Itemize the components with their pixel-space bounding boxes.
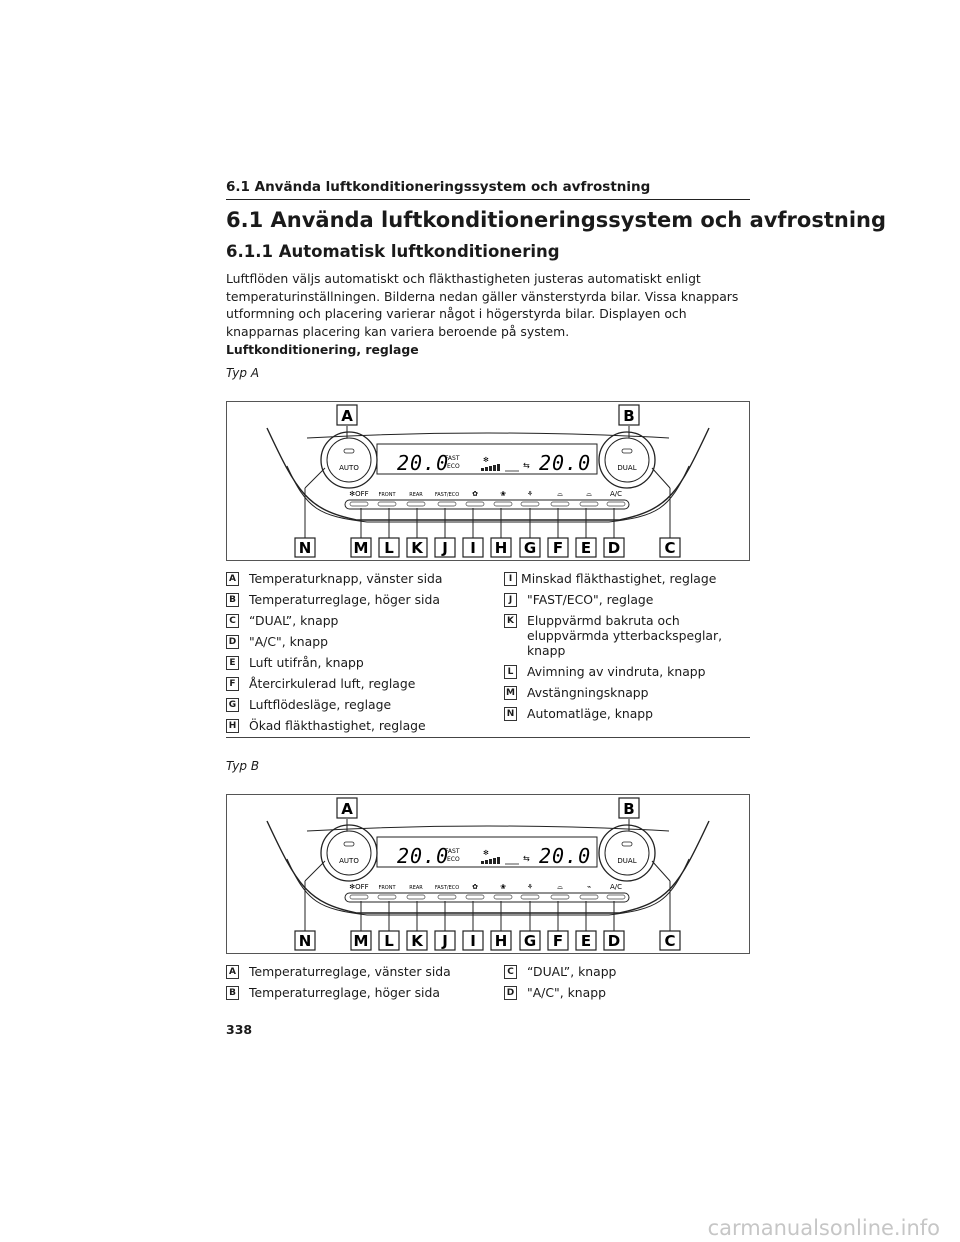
callout-letter: M	[353, 539, 369, 557]
callout-letter: E	[580, 932, 592, 950]
controls-heading: Luftkonditionering, reglage	[226, 342, 419, 357]
legend-item	[226, 592, 488, 607]
dual-knob-label: DUAL	[617, 464, 637, 472]
display-fast-label: FAST	[445, 848, 460, 855]
callout-letter: A	[341, 800, 353, 818]
legend-text: Avimning av vindruta, knapp	[527, 664, 706, 679]
button-label: REAR	[409, 885, 423, 891]
callout-letter: B	[623, 407, 635, 425]
callout-letter: I	[470, 932, 476, 950]
display-fan-bar	[497, 464, 500, 471]
legend-key-badge: H	[226, 719, 239, 733]
legend-text: Eluppvärmd bakruta och eluppvärmda ytterbackspeglar, knapp	[527, 613, 723, 658]
callout-letter: C	[664, 539, 676, 557]
legend-item	[226, 697, 488, 712]
button-slot	[494, 895, 512, 899]
figure-type-a	[226, 401, 750, 561]
legend-key-badge: B	[226, 593, 239, 607]
button-slot	[407, 895, 425, 899]
dual-knob-inner	[605, 438, 649, 482]
legend-key-badge: M	[504, 686, 517, 700]
dual-knob-inner	[605, 831, 649, 875]
button-label: A/C	[609, 490, 623, 498]
legend-text: Luft utifrån, knapp	[249, 655, 364, 670]
button-label: A/C	[609, 883, 623, 891]
button-slot	[350, 502, 368, 506]
legend-type-a-right	[504, 571, 754, 727]
legend-item	[226, 571, 488, 586]
callout-letter: N	[298, 932, 312, 950]
callout-letter: L	[384, 932, 394, 950]
legend-key-badge: L	[504, 665, 517, 679]
button-label: ⌁	[586, 883, 592, 891]
button-label: FRONT	[378, 492, 396, 498]
callout-letter: D	[607, 539, 621, 557]
display-temp-left: 20.0	[397, 451, 450, 475]
legend-item	[226, 964, 488, 979]
button-label: ✿	[472, 883, 478, 891]
legend-key-badge: J	[504, 593, 517, 607]
button-slot	[551, 502, 569, 506]
button-slot	[407, 502, 425, 506]
subsection-title: 6.1.1 Automatisk luftkonditionering	[226, 242, 560, 261]
button-slot	[378, 895, 396, 899]
button-slot	[466, 895, 484, 899]
button-slot	[438, 895, 456, 899]
callout-letter: N	[298, 539, 312, 557]
callout-leader	[305, 468, 325, 488]
button-slot	[580, 502, 598, 506]
legend-text: "FAST/ECO", reglage	[527, 592, 654, 607]
auto-knob-inner	[327, 438, 371, 482]
legend-key-badge: K	[504, 614, 517, 628]
button-strip	[345, 500, 629, 509]
callout-letter: K	[411, 539, 423, 557]
legend-item	[226, 676, 488, 691]
legend-item	[504, 964, 754, 979]
legend-key-badge: E	[226, 656, 239, 670]
display-temp-right: 20.0	[539, 844, 592, 868]
callout-letter: F	[552, 932, 564, 950]
auto-knob-inner	[327, 831, 371, 875]
button-slot	[521, 895, 539, 899]
button-slot	[607, 895, 625, 899]
legend-item	[226, 634, 488, 649]
legend-text: "A/C", knapp	[249, 634, 328, 649]
button-label: ✻OFF	[349, 883, 369, 891]
legend-type-b-right	[504, 964, 754, 1006]
legend-key-badge: N	[504, 707, 517, 721]
legend-item	[504, 571, 754, 586]
display-fan-bar	[493, 465, 496, 471]
callout-leader	[305, 861, 325, 881]
button-slot	[378, 502, 396, 506]
watermark: carmanualsonline.info	[707, 1216, 940, 1240]
section-title: 6.1 Använda luftkonditioneringssystem och avfrostning	[226, 208, 887, 232]
legend-item	[504, 985, 754, 1000]
display-fan-bar	[485, 860, 488, 864]
legend-key-badge: B	[226, 986, 239, 1000]
display-fan-bar	[489, 466, 492, 471]
button-label: ⌓	[557, 883, 563, 891]
button-strip	[345, 893, 629, 902]
display-eco-label: ECO	[447, 463, 460, 470]
callout-leader	[652, 861, 670, 881]
display-fan-bar	[489, 859, 492, 864]
callout-letter: G	[523, 539, 537, 557]
legend-item	[226, 718, 488, 733]
legend-type-b-left	[226, 964, 488, 1006]
callout-letter: F	[552, 539, 564, 557]
callout-letter: I	[470, 539, 476, 557]
button-label: FRONT	[378, 885, 396, 891]
legend-text: “DUAL”, knapp	[249, 613, 339, 628]
button-label: ❀	[500, 490, 506, 498]
button-label: ⚘	[526, 883, 534, 891]
display-fan-bar	[485, 467, 488, 471]
button-label: FAST/ECO	[434, 885, 460, 891]
legend-item	[226, 655, 488, 670]
display-fan-bar	[481, 468, 484, 471]
running-header: 6.1 Använda luftkonditioneringssystem och avfrostning	[226, 179, 651, 195]
button-label: REAR	[409, 492, 423, 498]
legend-item	[504, 613, 754, 658]
button-slot	[521, 502, 539, 506]
legend-key-badge: A	[226, 572, 239, 586]
legend-text: Temperaturknapp, vänster sida	[249, 571, 443, 586]
legend-key-badge: G	[226, 698, 239, 712]
callout-letter: G	[523, 932, 537, 950]
callout-letter: M	[353, 932, 369, 950]
separator-rule	[226, 737, 750, 738]
display-fan-icon: ✻	[483, 456, 489, 464]
header-rule	[226, 199, 750, 200]
legend-text: Återcirkulerad luft, reglage	[249, 676, 416, 691]
legend-text: Ökad fläkthastighet, reglage	[249, 718, 426, 733]
page-number: 338	[226, 1022, 253, 1037]
type-a-label: Typ A	[226, 366, 260, 380]
callout-letter: K	[411, 932, 423, 950]
legend-type-a-left	[226, 571, 488, 739]
button-slot	[494, 502, 512, 506]
display-fan-icon: ✻	[483, 849, 489, 857]
button-label: ⌓	[557, 490, 563, 498]
auto-knob-label: AUTO	[339, 857, 359, 865]
type-b-label: Typ B	[226, 759, 260, 773]
button-slot	[438, 502, 456, 506]
legend-text: Temperaturreglage, höger sida	[249, 985, 440, 1000]
legend-key-badge: F	[226, 677, 239, 691]
button-label: FAST/ECO	[434, 492, 460, 498]
legend-key-badge: C	[226, 614, 239, 628]
legend-key-badge: C	[504, 965, 517, 979]
legend-key-badge: A	[226, 965, 239, 979]
legend-key-badge: I	[504, 572, 517, 586]
legend-key-badge: D	[226, 635, 239, 649]
legend-key-badge: D	[504, 986, 517, 1000]
button-slot	[607, 502, 625, 506]
display-fan-bar	[493, 858, 496, 864]
legend-text: Automatläge, knapp	[527, 706, 654, 721]
callout-letter: E	[580, 539, 592, 557]
display-fan-bar	[481, 861, 484, 864]
legend-text: "A/C", knapp	[527, 985, 606, 1000]
display-fast-label: FAST	[445, 455, 460, 462]
button-slot	[551, 895, 569, 899]
button-label: ❀	[500, 883, 506, 891]
button-label: ✿	[472, 490, 478, 498]
auto-knob-label: AUTO	[339, 464, 359, 472]
display-temp-left: 20.0	[397, 844, 450, 868]
legend-item	[226, 613, 488, 628]
callout-letter: L	[384, 539, 394, 557]
legend-item	[504, 706, 754, 721]
legend-item	[504, 685, 754, 700]
display-temp-right: 20.0	[539, 451, 592, 475]
legend-text: Temperaturreglage, höger sida	[249, 592, 440, 607]
legend-text: Luftflödesläge, reglage	[249, 697, 392, 712]
callout-letter: C	[664, 932, 676, 950]
figure-type-b	[226, 794, 750, 954]
button-label: ⚘	[526, 490, 534, 498]
legend-text: Avstängningsknapp	[527, 685, 649, 700]
legend-item	[504, 592, 754, 607]
button-slot	[580, 895, 598, 899]
callout-letter: J	[442, 932, 448, 950]
display-airflow-icon: ⇆	[523, 854, 530, 863]
intro-paragraph: Luftflöden väljs automatiskt och fläkthastigheten justeras automatiskt enligt temperaturinställningen. Bilderna nedan gäller vänsterstyrda bilar. Vissa knappars utformning och placering varierar något i högerstyrda bilar. Displayen och knapparnas placering kan variera beroende på system.	[226, 271, 739, 339]
button-slot	[466, 502, 484, 506]
callout-letter: A	[341, 407, 353, 425]
callout-letter: B	[623, 800, 635, 818]
callout-letter: H	[494, 539, 508, 557]
display-fan-bar	[497, 857, 500, 864]
button-label: ⌓	[586, 490, 592, 498]
button-slot	[350, 895, 368, 899]
callout-leader	[652, 468, 670, 488]
callout-letter: H	[494, 932, 508, 950]
legend-item	[504, 664, 754, 679]
display-eco-label: ECO	[447, 856, 460, 863]
callout-letter: D	[607, 932, 621, 950]
dual-knob-label: DUAL	[617, 857, 637, 865]
legend-text: Temperaturreglage, vänster sida	[249, 964, 451, 979]
button-label: ✻OFF	[349, 490, 369, 498]
callout-letter: J	[442, 539, 448, 557]
legend-text: Minskad fläkthastighet, reglage	[521, 571, 717, 586]
display-airflow-icon: ⇆	[523, 461, 530, 470]
legend-item	[226, 985, 488, 1000]
legend-text: “DUAL”, knapp	[527, 964, 617, 979]
